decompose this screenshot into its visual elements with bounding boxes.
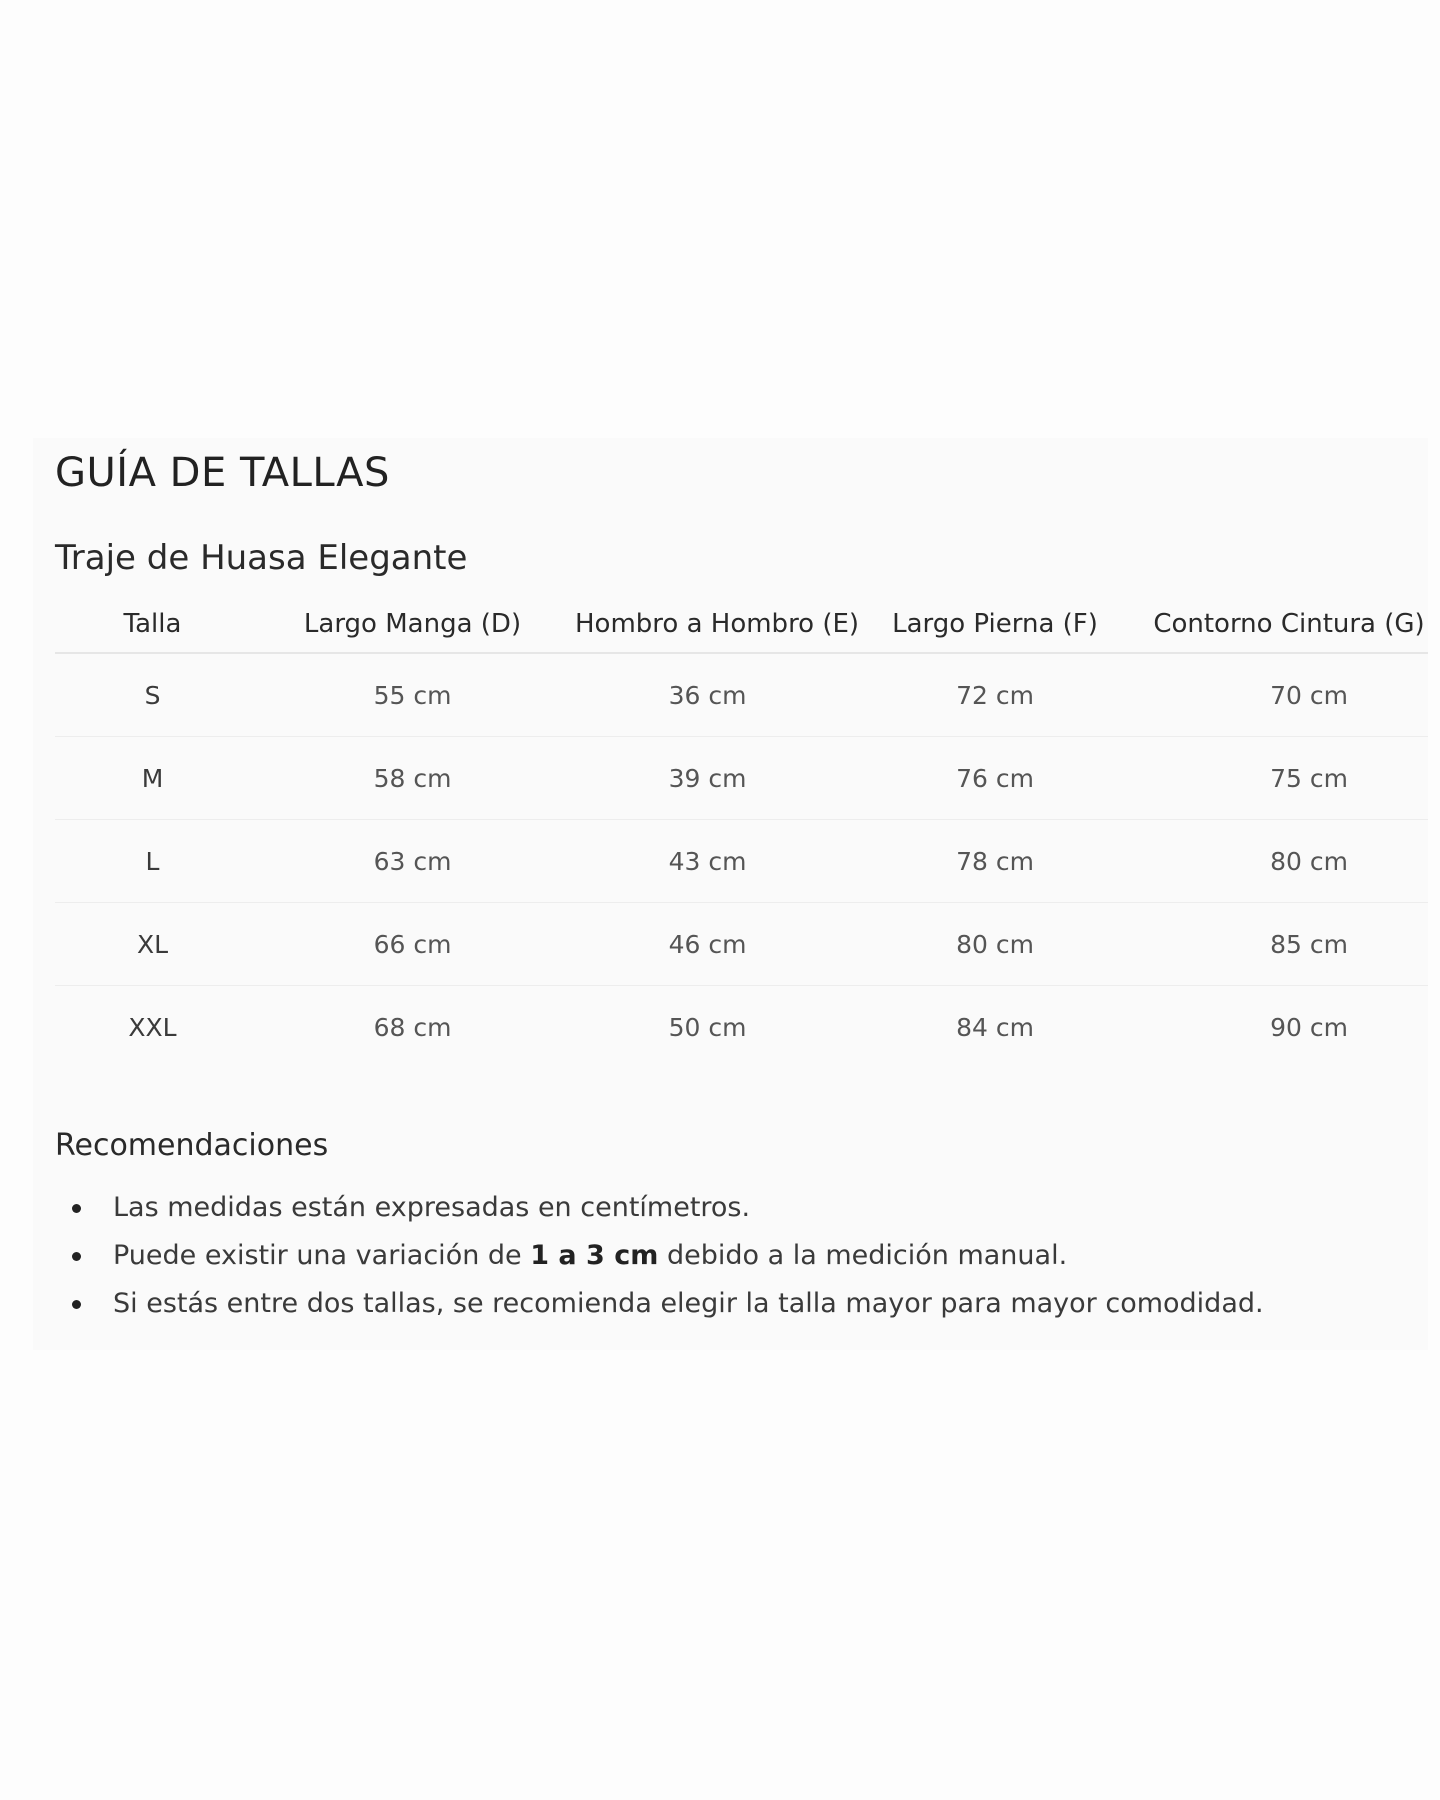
bullet-icon — [72, 1300, 81, 1309]
page-title: GUÍA DE TALLAS — [55, 450, 390, 496]
largo-pierna-cell: 76 cm — [840, 737, 1150, 820]
product-title: Traje de Huasa Elegante — [55, 538, 468, 578]
largo-manga-cell: 55 cm — [250, 653, 575, 737]
largo-pierna-cell: 78 cm — [840, 820, 1150, 903]
largo-manga-cell: 66 cm — [250, 903, 575, 986]
largo-pierna-cell: 84 cm — [956, 1012, 1034, 1042]
list-item — [55, 1184, 1264, 1232]
recommendation-highlight: 1 a 3 cm — [530, 1240, 659, 1271]
largo-manga-cell: 58 cm — [250, 737, 575, 820]
contorno-cintura-cell: 90 cm — [1270, 1012, 1348, 1042]
contorno-cintura-cell: 85 cm — [1150, 903, 1428, 986]
contorno-cintura-cell: 75 cm — [1150, 737, 1428, 820]
table-row — [55, 653, 1428, 737]
recommendation-text-end: debido a la medición manual. — [658, 1240, 1068, 1271]
bullet-icon — [72, 1204, 81, 1213]
column-header-hombro-a-hombro: Hombro a Hombro (E) — [575, 596, 840, 653]
table-row — [55, 820, 1428, 903]
size-cell: S — [55, 653, 250, 737]
column-header-contorno-cintura: Contorno Cintura (G) — [1150, 596, 1428, 653]
table-row — [55, 903, 1428, 986]
list-item — [55, 1280, 1264, 1328]
largo-pierna-cell: 80 cm — [840, 903, 1150, 986]
recommendations-list — [55, 1184, 1264, 1328]
hombro-a-hombro-cell: 36 cm — [575, 653, 840, 737]
column-header-largo-manga: Largo Manga (D) — [250, 596, 575, 653]
hombro-a-hombro-cell: 43 cm — [575, 820, 840, 903]
table-header-row — [55, 596, 1428, 653]
largo-manga-cell: 68 cm — [373, 1012, 452, 1042]
largo-pierna-cell: 72 cm — [840, 653, 1150, 737]
table-row — [55, 737, 1428, 820]
size-cell: M — [55, 737, 250, 820]
size-table — [55, 596, 1428, 1068]
list-item — [55, 1232, 1264, 1280]
recommendations-title: Recomendaciones — [55, 1128, 329, 1163]
size-cell: XXL — [128, 1012, 177, 1042]
table-row — [55, 986, 1428, 1069]
hombro-a-hombro-cell: 39 cm — [575, 737, 840, 820]
size-cell: L — [55, 820, 250, 903]
recommendation-text: Las medidas están expresadas en centímetros. — [113, 1192, 751, 1223]
largo-manga-cell: 63 cm — [250, 820, 575, 903]
recommendation-text: Si estás entre dos tallas, se recomienda elegir la talla mayor para mayor comodidad. — [113, 1288, 1264, 1319]
contorno-cintura-cell: 70 cm — [1150, 653, 1428, 737]
column-header-largo-pierna: Largo Pierna (F) — [840, 596, 1150, 653]
column-header-talla: Talla — [55, 596, 250, 653]
hombro-a-hombro-cell: 46 cm — [575, 903, 840, 986]
recommendation-text: Puede existir una variación de — [113, 1240, 531, 1271]
contorno-cintura-cell: 80 cm — [1150, 820, 1428, 903]
size-cell: XL — [55, 903, 250, 986]
bullet-icon — [72, 1252, 81, 1261]
hombro-a-hombro-cell: 50 cm — [668, 1012, 747, 1042]
